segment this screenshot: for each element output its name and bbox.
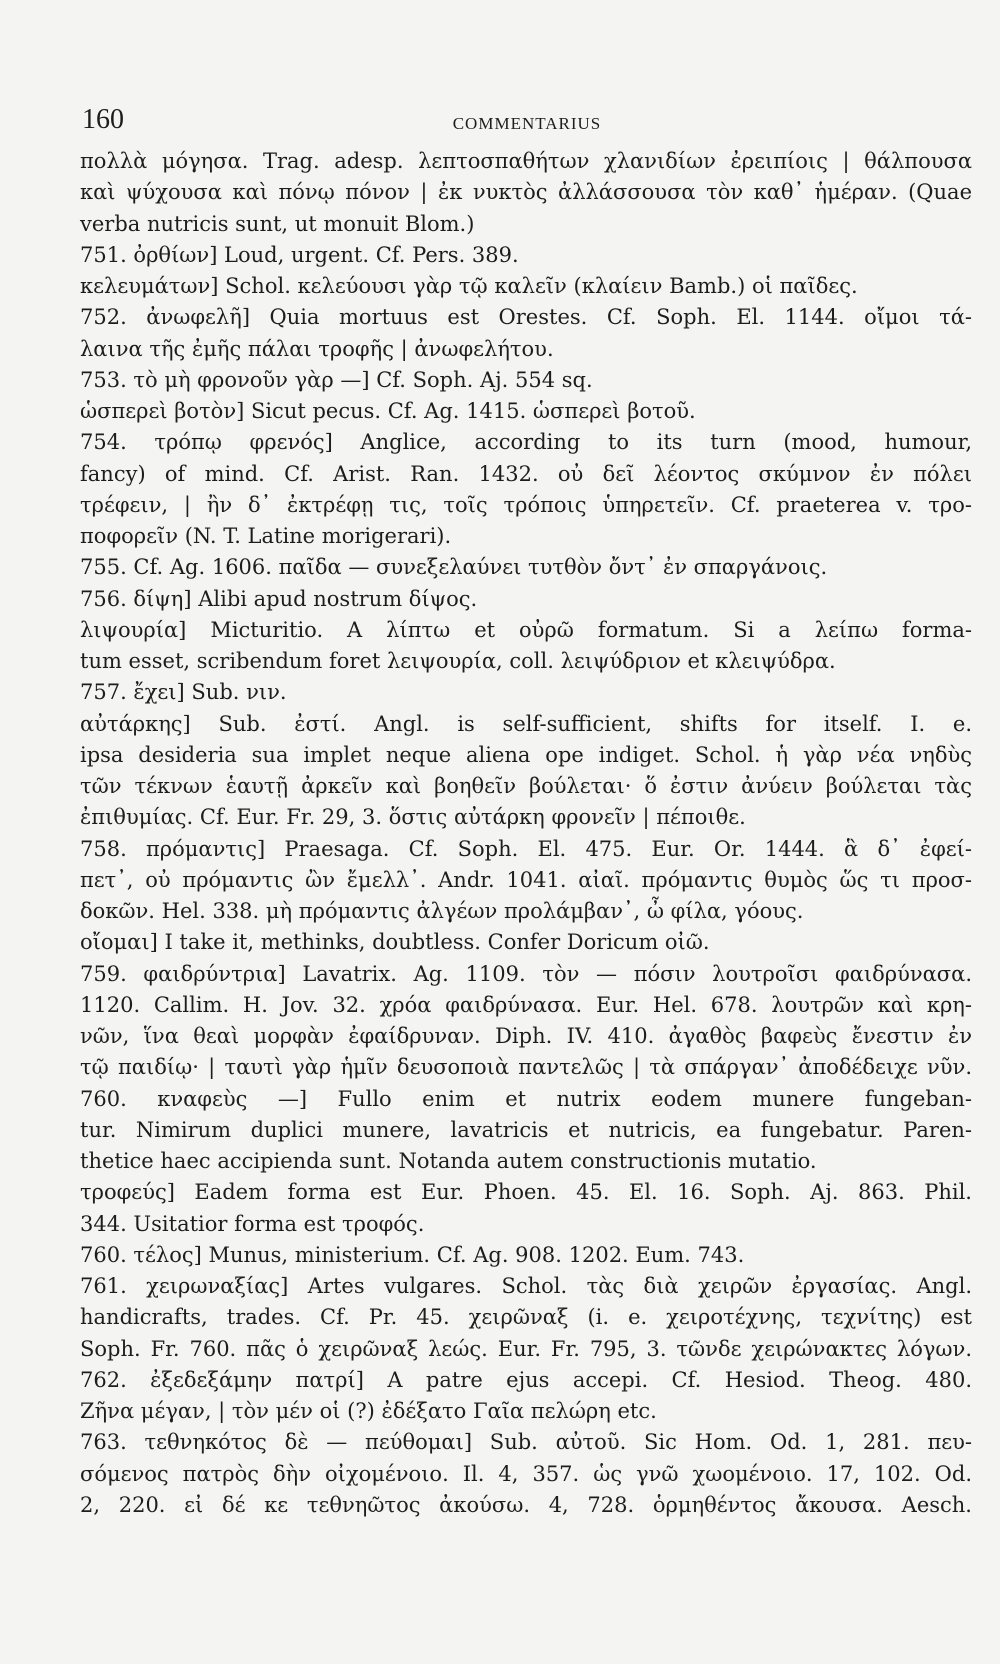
page-header <box>82 104 972 144</box>
text-line: fancy) of mind. Cf. Arist. Ran. 1432. οὐ δεῖ λέοντος σκύμνον ἐν πόλει <box>80 461 972 486</box>
text-line: τρέφειν, | ἢν δ᾽ ἐκτρέφῃ τις, τοῖς τρόποις ὑπηρετεῖν. Cf. praeterea v. τρο- <box>80 492 972 517</box>
text-line: 753. τὸ μὴ φρονοῦν γὰρ —] Cf. Soph. Aj. 554 sq. <box>80 367 593 392</box>
text-line: 758. πρόμαντις] Praesaga. Cf. Soph. El. 475. Eur. Or. 1444. ἃ δ᾽ ἐφεί- <box>80 836 972 861</box>
text-line: πολλὰ μόγησα. Trag. adesp. λεπτοσπαθήτων χλανιδίων ἐρειπίοις | θάλπουσα <box>80 149 972 173</box>
text-line: 751. ὀρθίων] Loud, urgent. Cf. Pers. 389. <box>80 242 519 267</box>
text-line: ὡσπερεὶ βοτὸν] Sicut pecus. Cf. Ag. 1415. ὡσπερεὶ βοτοῦ. <box>80 399 696 423</box>
text-line: τῶν τέκνων ἑαυτῇ ἀρκεῖν καὶ βοηθεῖν βούλεται· ὅ ἐστιν ἀνύειν βούλεται τὰς <box>80 774 972 798</box>
text-line: οἴομαι] I take it, methinks, doubtless. Confer Doricum οἰῶ. <box>80 930 710 955</box>
text-line: ἐπιθυμίας. Cf. Eur. Fr. 29, 3. ὅστις αὐτάρκη φρονεῖν | πέποιθε. <box>80 805 746 830</box>
text-line: 759. φαιδρύντρια] Lavatrix. Ag. 1109. τὸν — πόσιν λουτροῖσι φαιδρύνασα. <box>80 961 972 986</box>
commentary-text <box>80 146 972 1521</box>
text-line: τροφεύς] Eadem forma est Eur. Phoen. 45. El. 16. Soph. Aj. 863. Phil. <box>80 1180 972 1205</box>
text-line: κελευμάτων] Schol. κελεύουσι γὰρ τῷ καλεῖν (κλαίειν Bamb.) οἱ παῖδες. <box>80 274 858 298</box>
text-line: λαινα τῆς ἐμῆς πάλαι τροφῆς | ἀνωφελήτου. <box>80 336 554 361</box>
text-line: 754. τρόπῳ φρενός] Anglice, according to its turn (mood, humour, <box>80 430 972 455</box>
text-line: 763. τεθνηκότος δὲ — πεύθομαι] Sub. αὐτοῦ. Sic Hom. Od. 1, 281. πευ- <box>80 1430 972 1455</box>
text-line: Ζῆνα μέγαν, | τὸν μέν οἱ (?) ἐδέξατο Γαῖα πελώρη etc. <box>80 1399 657 1423</box>
text-line: 755. Cf. Ag. 1606. παῖδα — συνεξελαύνει τυτθὸν ὄντ᾽ ἐν σπαργάνοις. <box>80 555 828 580</box>
text-line: 762. ἐξεδεξάμην πατρί] A patre ejus accepi. Cf. Hesiod. Theog. 480. <box>80 1367 972 1392</box>
text-line: verba nutricis sunt, ut monuit Blom.) <box>80 211 475 236</box>
text-line: πετ᾽, οὐ πρόμαντις ὢν ἔμελλ᾽. Andr. 1041. αἰαῖ. πρόμαντις θυμὸς ὥς τι προσ- <box>80 867 972 892</box>
text-line: ποφορεῖν (N. T. Latine morigerari). <box>80 524 452 548</box>
text-line: δοκῶν. Hel. 338. μὴ πρόμαντις ἀλγέων προλάμβαν᾽, ὦ φίλα, γόους. <box>80 899 804 923</box>
text-line: 761. χειρωναξίας] Artes vulgares. Schol. τὰς διὰ χειρῶν ἐργασίας. Angl. <box>80 1274 972 1298</box>
text-line: καὶ ψύχουσα καὶ πόνῳ πόνον | ἐκ νυκτὸς ἀλλάσσουσα τὸν καθ᾽ ἡμέραν. (Quae <box>80 180 972 205</box>
text-line: αὐτάρκης] Sub. ἐστί. Angl. is self-sufficient, shifts for itself. I. e. <box>80 711 972 736</box>
running-head: COMMENTARIUS <box>452 114 602 133</box>
text-line: ipsa desideria sua implet neque aliena ope indiget. Schol. ἡ γὰρ νέα νηδὺς <box>80 742 972 767</box>
text-line: 344. Usitatior forma est τροφός. <box>80 1211 425 1236</box>
text-line: 2, 220. εἰ δέ κε τεθνηῶτος ἀκούσω. 4, 728. ὁρμηθέντος ἄκουσα. Aesch. <box>80 1492 972 1517</box>
page-number: 160 <box>82 104 124 135</box>
text-line: 756. δίψη] Alibi apud nostrum δίψος. <box>80 586 478 611</box>
text-line: 760. τέλος] Munus, ministerium. Cf. Ag. 908. 1202. Eum. 743. <box>80 1242 745 1267</box>
text-line: tur. Nimirum duplici munere, lavatricis et nutricis, ea fungebatur. Paren- <box>80 1117 972 1142</box>
text-line: Soph. Fr. 760. πᾶς ὁ χειρῶναξ λεώς. Eur. Fr. 795, 3. τῶνδε χειρώνακτες λόγων. <box>80 1336 972 1361</box>
text-line: σόμενος πατρὸς δὴν οἰχομένοιο. Il. 4, 357. ὡς γνῶ χωομένοιο. 17, 102. Od. <box>80 1461 972 1486</box>
text-line: handicrafts, trades. Cf. Pr. 45. χειρῶναξ (i. e. χειροτέχνης, τεχνίτης) est <box>80 1305 972 1330</box>
text-line: tum esset, scribendum foret λειψουρία, coll. λειψύδριον et κλειψύδρα. <box>80 649 836 673</box>
text-line: 757. ἔχει] Sub. νιν. <box>80 680 287 705</box>
text-line: thetice haec accipienda sunt. Notanda autem constructionis mutatio. <box>80 1149 817 1173</box>
text-line: 1120. Callim. H. Jov. 32. χρόα φαιδρύνασα. Eur. Hel. 678. λουτρῶν καὶ κρη- <box>80 992 972 1017</box>
text-line: λιψουρία] Micturitio. A λίπτω et οὐρῶ formatum. Si a λείπω forma- <box>80 617 972 642</box>
text-line: τῷ παιδίῳ· | ταυτὶ γὰρ ἡμῖν δευσοποιὰ παντελῶς | τὰ σπάργαν᾽ ἀποδέδειχε νῦν. <box>80 1055 972 1080</box>
text-line: 760. κναφεὺς —] Fullo enim et nutrix eodem munere fungeban- <box>80 1086 972 1111</box>
text-line: 752. ἀνωφελῆ] Quia mortuus est Orestes. Cf. Soph. El. 1144. οἴμοι τά- <box>80 305 972 330</box>
text-line: νῶν, ἵνα θεαὶ μορφὰν ἐφαίδρυναν. Diph. IV. 410. ἀγαθὸς βαφεὺς ἔνεστιν ἐν <box>80 1024 972 1048</box>
